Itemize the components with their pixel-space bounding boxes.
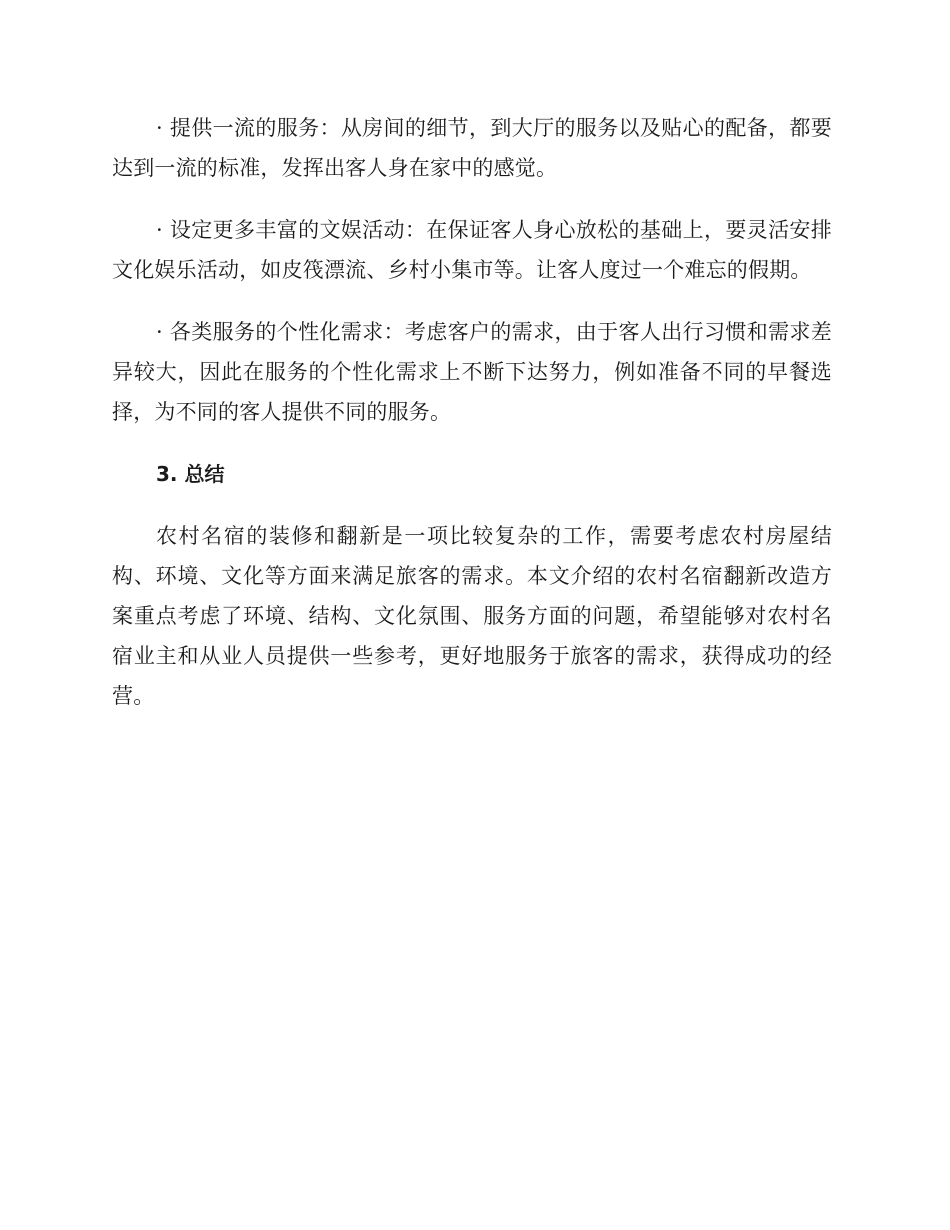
document-page: [112, 108, 832, 738]
bullet-paragraph-personalization: · 各类服务的个性化需求：考虑客户的需求，由于客人出行习惯和需求差异较大，因此在服务的个性化需求上不断下达努力，例如准备不同的早餐选择，为不同的客人提供不同的服务。: [112, 320, 832, 424]
section-heading-summary: 3. 总结: [156, 462, 225, 486]
bullet-paragraph-activities: · 设定更多丰富的文娱活动：在保证客人身心放松的基础上，要灵活安排文化娱乐活动，如皮筏漂流、乡村小集市等。让客人度过一个难忘的假期。: [112, 218, 832, 282]
summary-paragraph: 农村名宿的装修和翻新是一项比较复杂的工作，需要考虑农村房屋结构、环境、文化等方面来满足旅客的需求。本文介绍的农村名宿翻新改造方案重点考虑了环境、结构、文化氛围、服务方面的问题，希望能够对农村名宿业主和从业人员提供一些参考，更好地服务于旅客的需求，获得成功的经营。: [112, 524, 832, 708]
bullet-paragraph-service: · 提供一流的服务：从房间的细节，到大厅的服务以及贴心的配备，都要达到一流的标准，发挥出客人身在家中的感觉。: [112, 116, 832, 180]
